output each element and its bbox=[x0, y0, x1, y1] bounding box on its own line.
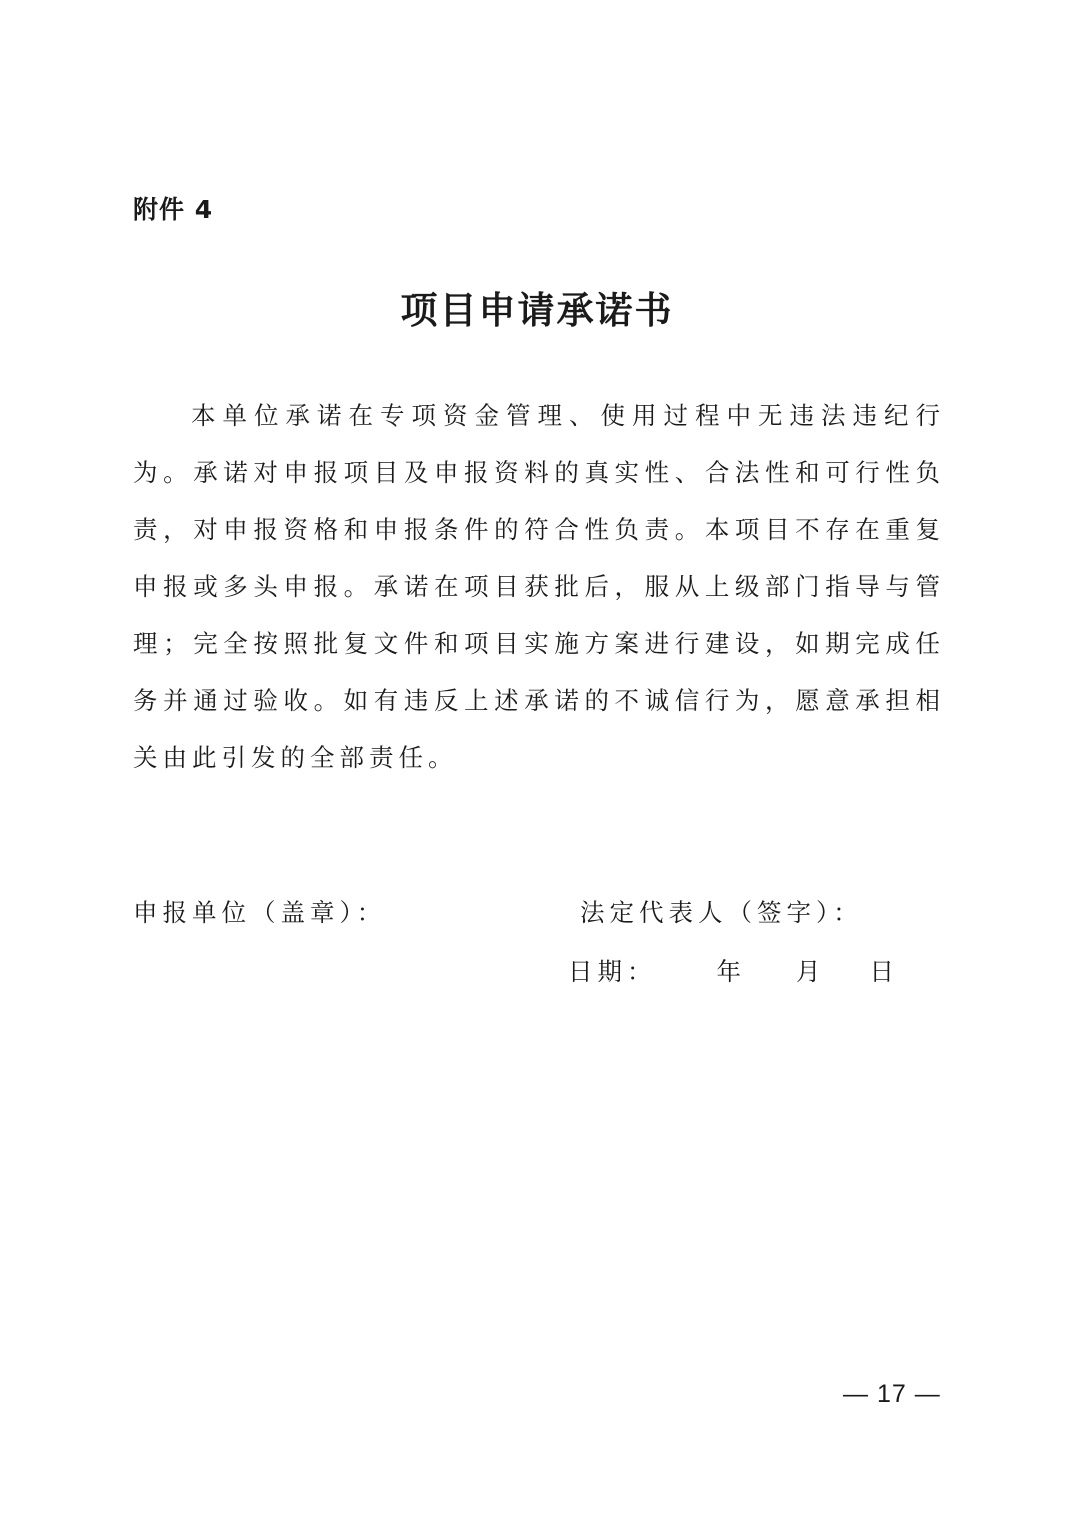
date-day-label: 日 bbox=[869, 957, 899, 986]
applicant-unit-seal-label: 申报单位（盖章）： bbox=[133, 898, 387, 927]
commitment-paragraph: 本单位承诺在专项资金管理、使用过程中无违法违纪行为。承诺对申报项目及申报资料的真实性、合法性和可行性负责，对申报资格和申报条件的符合性负责。本项目不存在重复申报或多头申报。承诺在项目获批后，服从上级部门指导与管理；完全按照批复文件和项目实施方案进行建设，如期完成任务并通过验收。如有违反上述承诺的不诚信行为，愿意承担相关由此引发的全部责任。 bbox=[133, 401, 945, 772]
attachment-label: 附件 4 bbox=[133, 195, 214, 224]
date-year-label: 年 bbox=[716, 957, 746, 986]
legal-representative-signature-label: 法定代表人（签字）： bbox=[580, 898, 863, 927]
date-month-label: 月 bbox=[796, 957, 826, 986]
page-number: — 17 — bbox=[843, 1380, 941, 1408]
date-label: 日期： bbox=[568, 957, 657, 986]
date-line bbox=[568, 953, 899, 988]
document-title: 项目申请承诺书 bbox=[400, 288, 674, 332]
